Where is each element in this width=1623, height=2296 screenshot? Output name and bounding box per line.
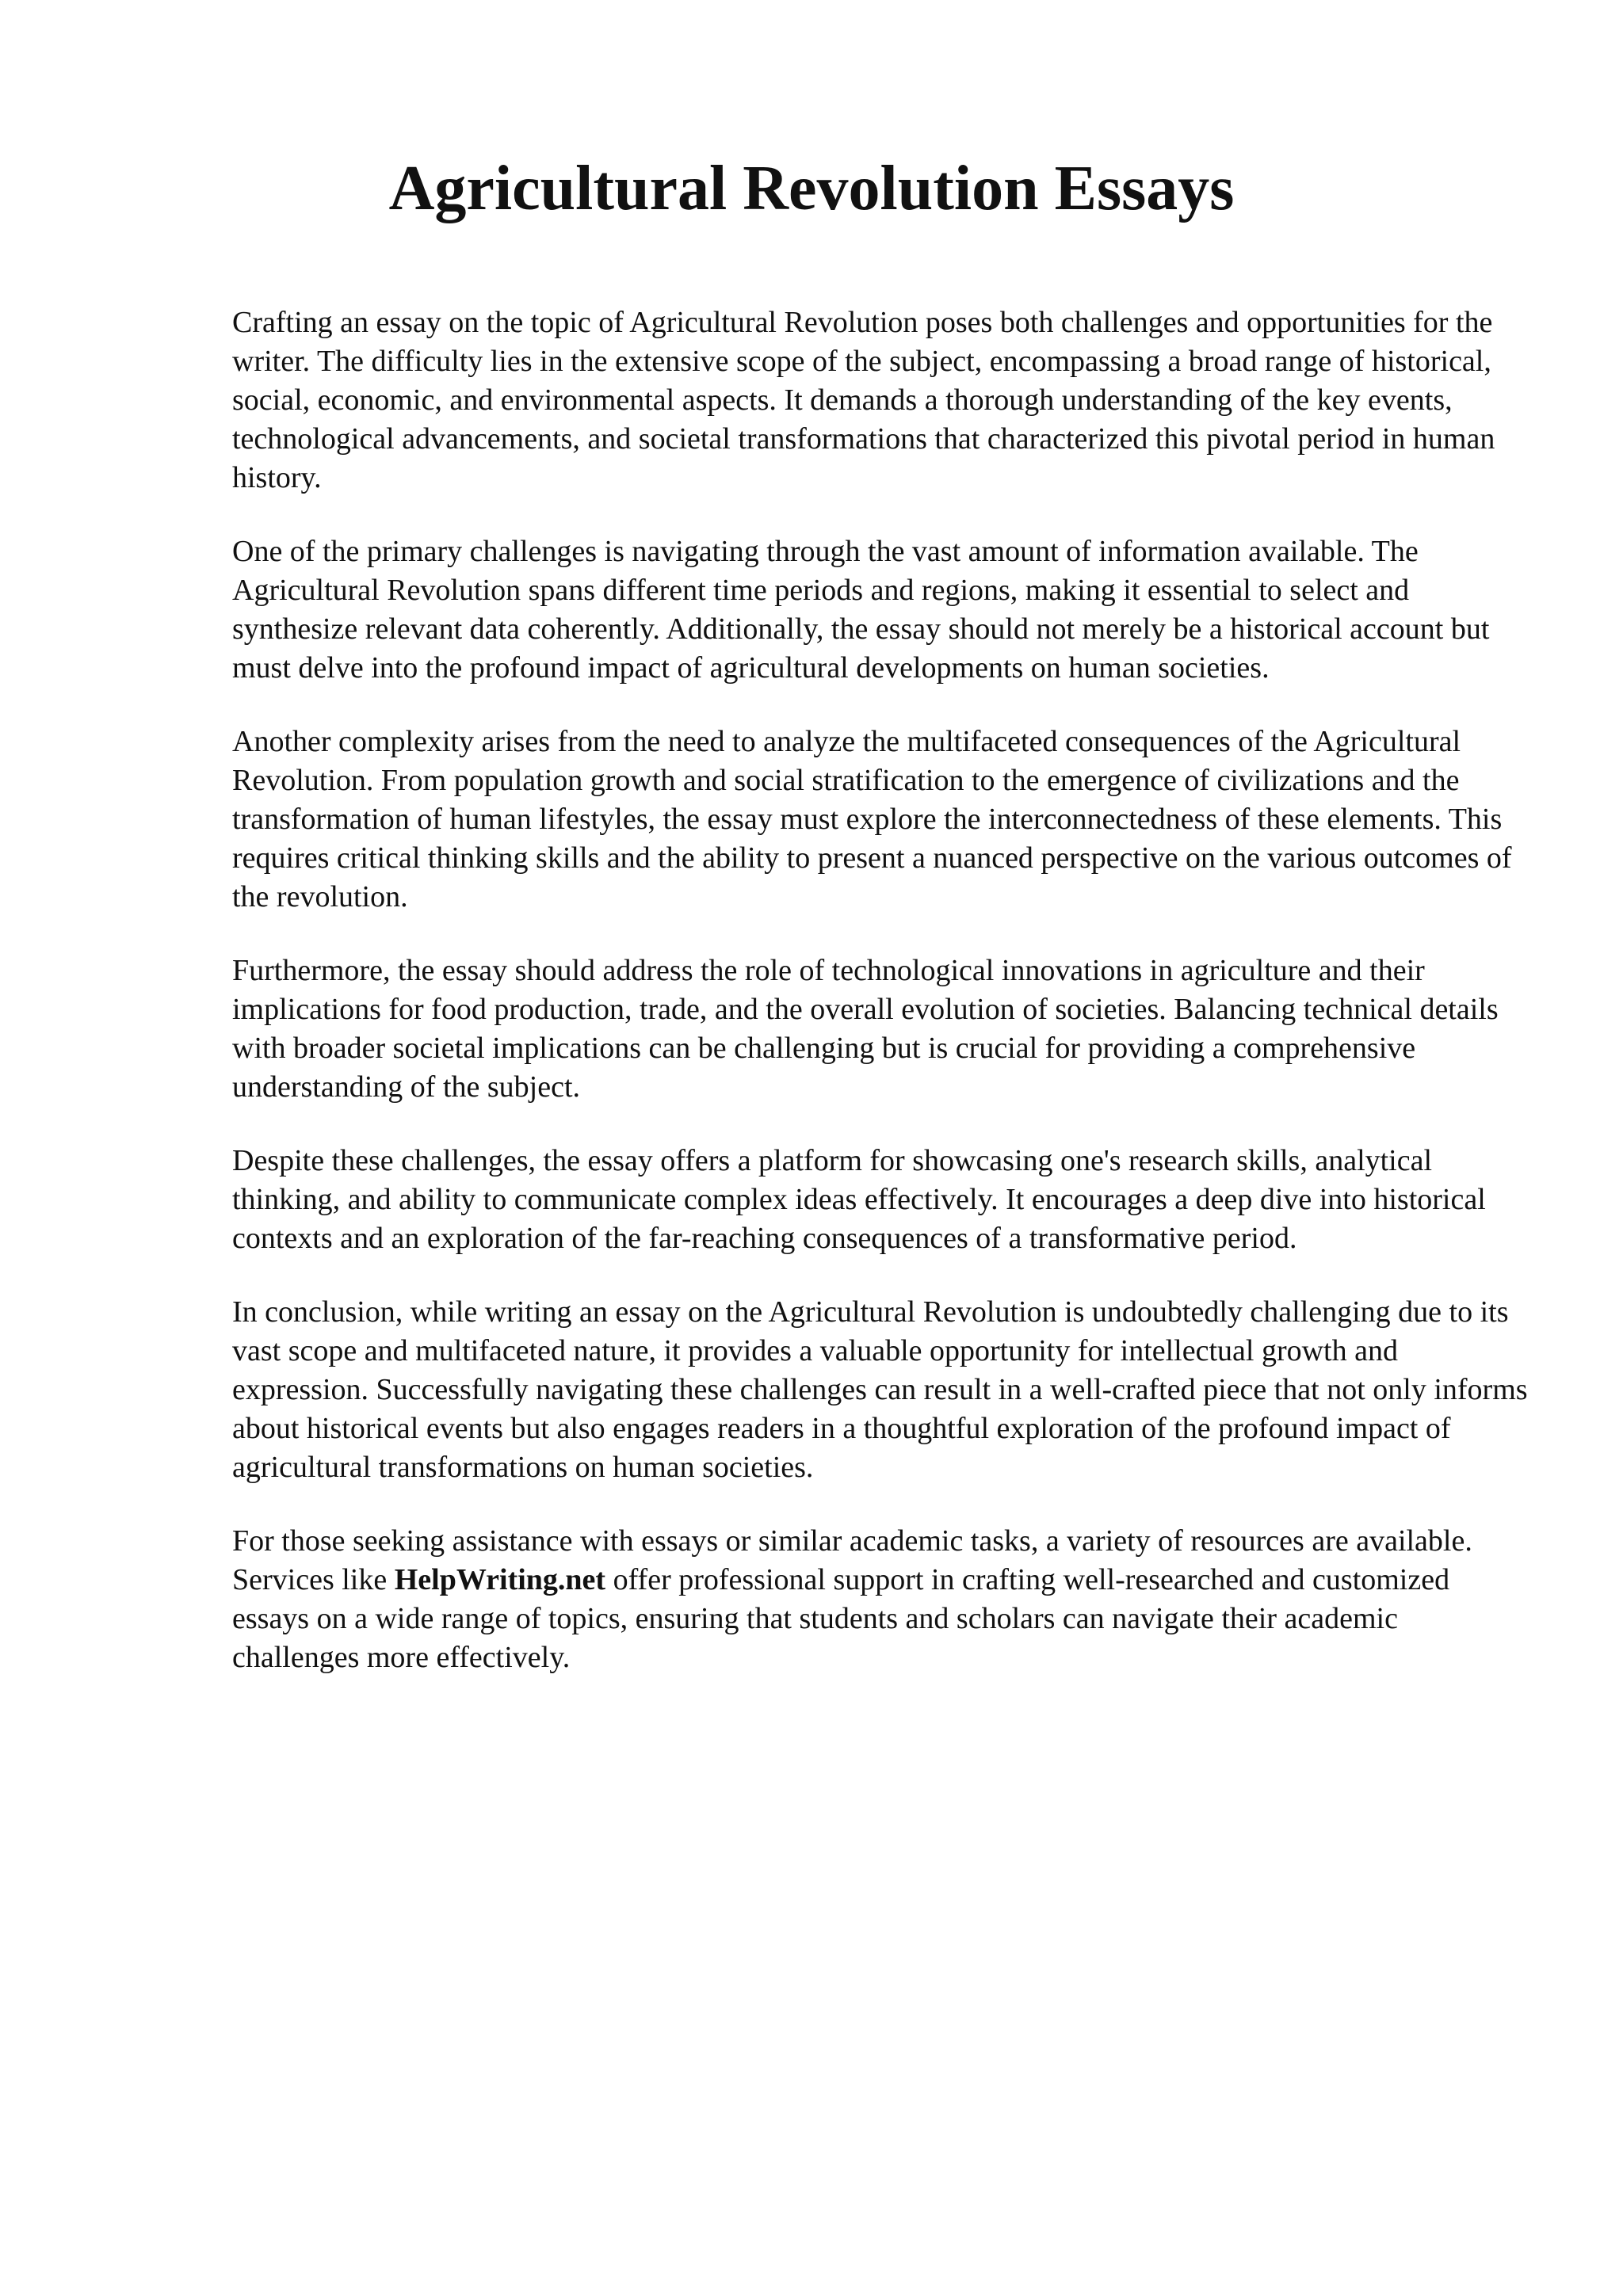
paragraph-5: Despite these challenges, the essay offers a platform for showcasing one's research skills, analytical thinking, and ability to communicate complex ideas effectively. It encourages a deep dive into historical contexts and an exploration of the far-reaching consequences of a transformative period. <box>232 1144 1486 1255</box>
closing-text-before: For those seeking assistance with essays or similar academic tasks, a variety of resources are available. Services like <box>232 1524 1472 1596</box>
closing-text-after: offer professional support in crafting well-researched and customized essays on a wide range of topics, ensuring that students and scholars can navigate their academic challenges more effectively. <box>232 1563 1450 1674</box>
paragraph-4: Furthermore, the essay should address the role of technological innovations in agriculture and their implications for food production, trade, and the overall evolution of societies. Balancing technical details with broader societal implications can be challenging but is crucial for providing a comprehensive understanding of the subject. <box>232 954 1499 1104</box>
paragraph-2: One of the primary challenges is navigating through the vast amount of information available. The Agricultural Revolution spans different time periods and regions, making it essential to select and synthesize relevant data coherently. Additionally, the essay should not merely be a historical account but must delve into the profound impact of agricultural developments on human societies. <box>232 535 1490 685</box>
paragraph-6: In conclusion, while writing an essay on the Agricultural Revolution is undoubtedly challenging due to its vast scope and multifaceted nature, it provides a valuable opportunity for intellectual growth and expression. Successfully navigating these challenges can result in a well-crafted piece that not only informs about historical events but also engages readers in a thoughtful exploration of the profound impact of agricultural transformations on human societies. <box>232 1295 1528 1484</box>
essay-body <box>232 303 1532 1712</box>
closing-paragraph <box>232 1522 1532 1677</box>
paragraph-1: Crafting an essay on the topic of Agricultural Revolution poses both challenges and opportunities for the writer. The difficulty lies in the extensive scope of the subject, encompassing a broad range of historical, social, economic, and environmental aspects. It demands a thorough understanding of the key events, technological advancements, and societal transformations that characterized this pivotal period in human history. <box>232 306 1495 494</box>
paragraph-3: Another complexity arises from the need to analyze the multifaceted consequences of the Agricultural Revolution. From population growth and social stratification to the emergence of civilizations and the transformation of human lifestyles, the essay must explore the interconnectedness of these elements. This requires critical thinking skills and the ability to present a nuanced perspective on the various outcomes of the revolution. <box>232 725 1512 913</box>
brand-name: HelpWriting.net <box>394 1563 606 1596</box>
document-title: Agricultural Revolution Essays <box>388 154 1235 223</box>
